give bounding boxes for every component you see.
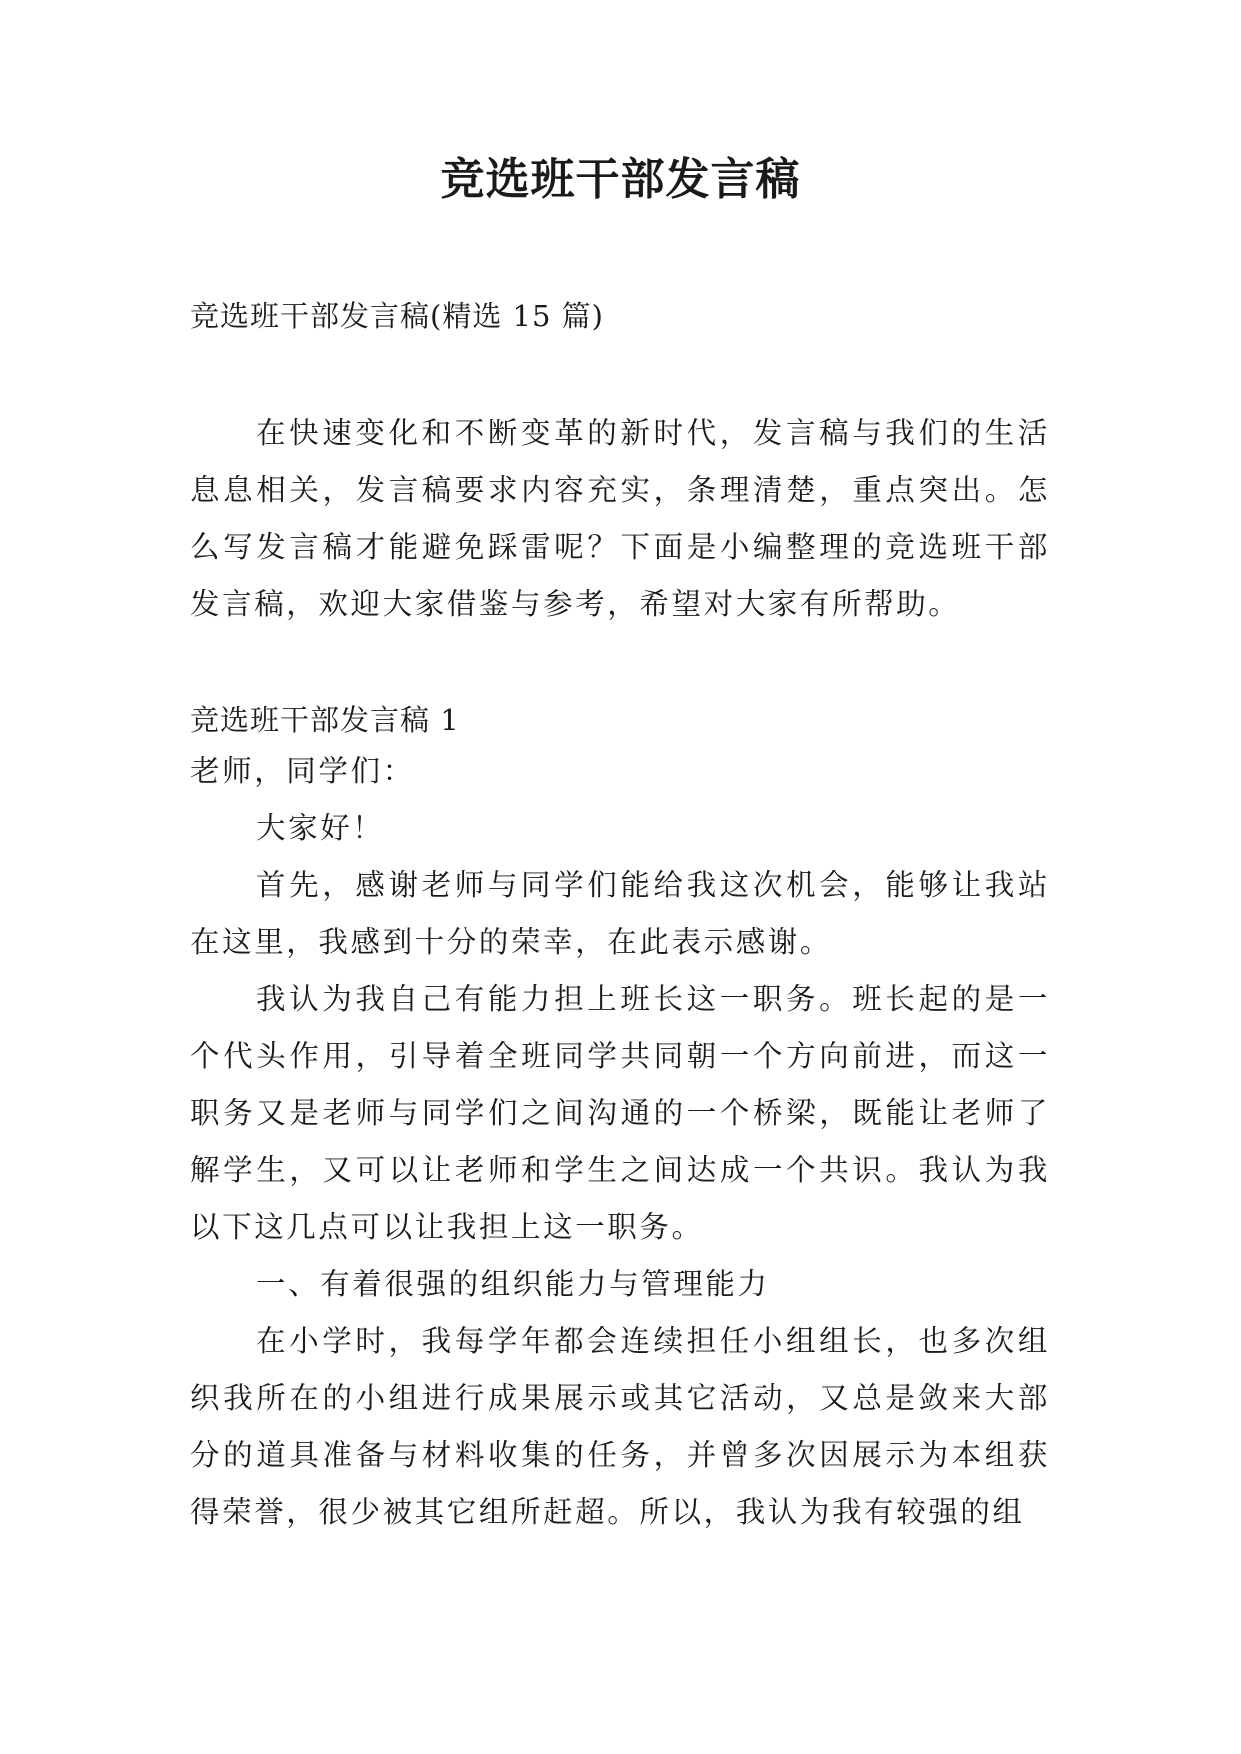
- body-paragraph: 首先，感谢老师与同学们能给我这次机会，能够让我站在这里，我感到十分的荣幸，在此表示感谢。: [190, 868, 1050, 959]
- document-title: 竞选班干部发言稿: [440, 154, 801, 205]
- intro-paragraph: 在快速变化和不断变革的新时代，发言稿与我们的生活息息相关，发言稿要求内容充实，条理清楚，重点突出。怎么写发言稿才能避免踩雷呢？下面是小编整理的竞选班干部发言稿，欢迎大家借鉴与参考，希望对大家有所帮助。: [190, 416, 1050, 621]
- section-heading: 竞选班干部发言稿 1: [190, 703, 460, 737]
- greeting-paragraph: 大家好！: [256, 811, 385, 845]
- body-paragraph: 我认为我自己有能力担上班长这一职务。班长起的是一个代头作用，引导着全班同学共同朝一个方向前进，而这一职务又是老师与同学们之间沟通的一个桥梁，既能让老师了解学生，又可以让老师和学生之间达成一个共识。我认为我以下这几点可以让我担上这一职务。: [190, 982, 1050, 1244]
- point-heading: 一、有着很强的组织能力与管理能力: [256, 1267, 770, 1301]
- document-subtitle: 竞选班干部发言稿(精选 15 篇): [190, 299, 604, 333]
- body-paragraph: 在小学时，我每学年都会连续担任小组组长，也多次组织我所在的小组进行成果展示或其它活动，又总是敛来大部分的道具准备与材料收集的任务，并曾多次因展示为本组获得荣誉，很少被其它组所赶超。所以，我认为我有较强的组: [190, 1324, 1050, 1529]
- salutation-paragraph: 老师，同学们：: [190, 754, 415, 788]
- speech-body: [190, 743, 1050, 1541]
